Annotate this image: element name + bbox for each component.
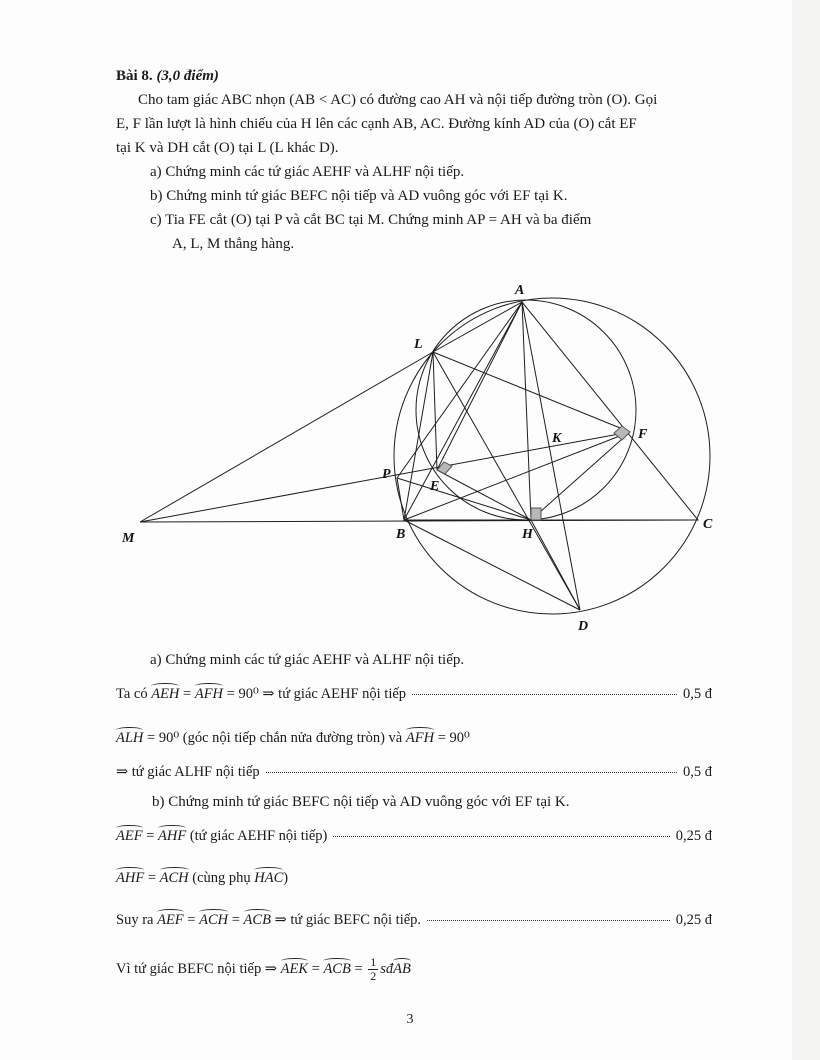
label-h: H bbox=[522, 527, 533, 542]
dot-leader bbox=[333, 836, 669, 837]
label-m: M bbox=[122, 531, 135, 546]
label-f: F bbox=[638, 427, 648, 442]
angle-ahf-2: AHF bbox=[116, 870, 145, 886]
text-line2-rest: = 90⁰ (góc nội tiếp chắn nửa đường tròn) và bbox=[143, 730, 406, 746]
line-hd bbox=[531, 520, 580, 610]
line-bd bbox=[404, 520, 580, 610]
page-number: 3 bbox=[406, 1012, 414, 1027]
angle-aef: AEF bbox=[116, 828, 143, 844]
angle-acb-2: ACB bbox=[323, 960, 351, 977]
text-line3: ⇒ tứ giác ALHF nội tiếp bbox=[116, 764, 260, 780]
fraction-denominator: 2 bbox=[370, 969, 377, 983]
line-fh bbox=[531, 432, 630, 520]
line-ml bbox=[140, 352, 433, 522]
solution-line-1 bbox=[116, 686, 712, 703]
score-line-4: 0,25 đ bbox=[675, 828, 712, 844]
solution-line-5: AHF = ACH (cùng phụ HAC) bbox=[116, 870, 289, 886]
angle-aef-2: AEF bbox=[157, 912, 184, 928]
label-c: C bbox=[703, 517, 713, 532]
text-line2-end: = 90⁰ bbox=[434, 730, 470, 746]
dot-leader bbox=[427, 920, 670, 921]
solution-line-4: AEF = AHF (tứ giác AEHF nội tiếp) 0,25 đ bbox=[116, 828, 712, 844]
arc-ab: AB bbox=[393, 960, 411, 977]
line-ae bbox=[437, 302, 522, 470]
solution-part-a-heading: a) Chứng minh các tứ giác AEHF và ALHF nội tiếp. bbox=[150, 652, 465, 668]
fraction-numerator: 1 bbox=[370, 955, 377, 969]
solution-line-3 bbox=[116, 764, 712, 781]
circle-o bbox=[394, 298, 710, 614]
label-a: A bbox=[515, 283, 525, 298]
text-line6-rest: ⇒ tứ giác BEFC nội tiếp. bbox=[270, 912, 422, 928]
label-l: L bbox=[414, 337, 423, 352]
score-line-1: 0,5 đ bbox=[683, 686, 712, 702]
angle-aeh: AEH bbox=[151, 686, 180, 702]
text-suy-ra: Suy ra bbox=[116, 912, 158, 928]
label-k: K bbox=[552, 431, 562, 446]
problem-heading bbox=[116, 66, 219, 86]
line-lb bbox=[404, 352, 433, 520]
line-ad bbox=[522, 302, 580, 610]
line-pb bbox=[397, 478, 404, 520]
problem-title: Bài 8. bbox=[116, 68, 153, 84]
text-line1-rest: = 90⁰ ⇒ tứ giác AEHF nội tiếp bbox=[223, 686, 407, 702]
solution-line-7: Vì tứ giác BEFC nội tiếp ⇒ AEK = ACB = $\frac{1}{2}$ sđAB bbox=[116, 955, 411, 983]
dot-leader bbox=[412, 694, 677, 695]
line-ld bbox=[433, 352, 580, 610]
problem-line-1: Cho tam giác ABC nhọn (AB < AC) có đường cao AH và nội tiếp đường tròn (O). Gọi bbox=[138, 92, 658, 108]
right-angle-f bbox=[614, 426, 630, 440]
right-angle-e bbox=[437, 462, 452, 474]
text-line4-rest: (tứ giác AEHF nội tiếp) bbox=[186, 828, 328, 844]
angle-hac: HAC bbox=[254, 870, 284, 886]
text-line5-rest: (cùng phụ bbox=[188, 870, 255, 886]
label-d: D bbox=[578, 619, 589, 634]
text-sd: sđ bbox=[380, 960, 394, 977]
text-ta-co: Ta có bbox=[116, 686, 148, 702]
label-p: P bbox=[382, 467, 391, 482]
score-line-6: 0,25 đ bbox=[675, 912, 712, 928]
problem-item-a: a) Chứng minh các tứ giác AEHF và ALHF nội tiếp. bbox=[150, 164, 465, 180]
problem-points: (3,0 điểm) bbox=[156, 68, 219, 84]
dot-leader bbox=[266, 772, 677, 773]
eq-sign: = bbox=[179, 686, 195, 702]
right-angle-h bbox=[531, 508, 541, 520]
geometry-figure bbox=[0, 278, 820, 638]
line-le bbox=[433, 352, 437, 470]
angle-afh: AFH bbox=[194, 686, 224, 702]
angle-ahf: AHF bbox=[158, 828, 187, 844]
problem-line-2: E, F lần lượt là hình chiếu của H lên các cạnh AB, AC. Đường kính AD của (O) cắt EF bbox=[116, 116, 637, 132]
label-e: E bbox=[430, 479, 440, 494]
label-b: B bbox=[396, 527, 406, 542]
solution-part-b-heading: b) Chứng minh tứ giác BEFC nội tiếp và AD vuông góc với EF tại K. bbox=[152, 794, 570, 810]
angle-alh: ALH bbox=[116, 730, 144, 746]
angle-afh-2: AFH bbox=[405, 730, 435, 746]
line-ah bbox=[522, 302, 531, 520]
text-line5-end: ) bbox=[283, 870, 289, 886]
solution-line-6: Suy ra AEF = ACH = ACB ⇒ tứ giác BEFC nội tiếp. 0,25 đ bbox=[116, 912, 712, 928]
text-line7-pre: Vì tứ giác BEFC nội tiếp ⇒ bbox=[116, 960, 281, 977]
angle-ach-2: ACH bbox=[199, 912, 229, 928]
angle-acb: ACB bbox=[243, 912, 271, 928]
angle-ach: ACH bbox=[159, 870, 189, 886]
angle-aek: AEK bbox=[280, 960, 308, 977]
problem-item-c: c) Tia FE cắt (O) tại P và cắt BC tại M. Chứng minh AP = AH và ba điểm bbox=[150, 212, 592, 228]
fraction-half bbox=[368, 956, 378, 983]
problem-item-c-cont: A, L, M thẳng hàng. bbox=[172, 236, 295, 252]
solution-line-2 bbox=[116, 730, 712, 747]
problem-item-b: b) Chứng minh tứ giác BEFC nội tiếp và AD vuông góc với EF tại K. bbox=[150, 188, 568, 204]
problem-line-3: tại K và DH cắt (O) tại L (L khác D). bbox=[116, 140, 339, 156]
score-line-3: 0,5 đ bbox=[683, 764, 712, 780]
